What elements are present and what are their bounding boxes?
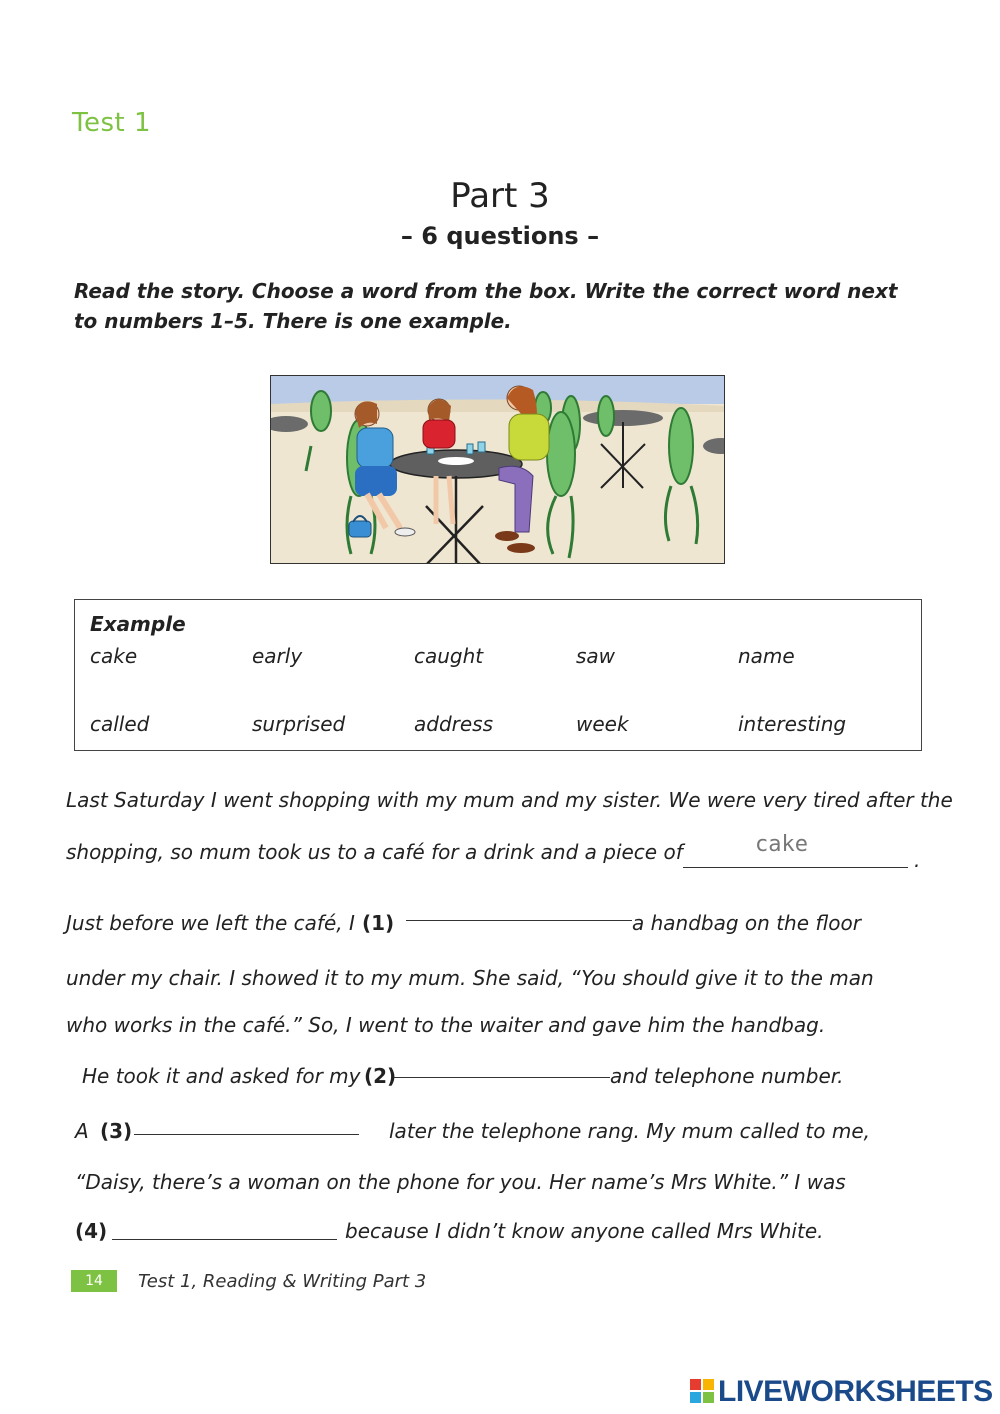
story-line-6-start: He took it and asked for my xyxy=(82,1064,361,1088)
word-option: early xyxy=(252,644,303,668)
question-3-number: (3) xyxy=(100,1119,133,1143)
example-answer: cake xyxy=(755,832,808,857)
word-option: surprised xyxy=(252,712,346,736)
liveworksheets-logo xyxy=(690,1375,993,1409)
word-option: caught xyxy=(414,644,484,668)
word-option: cake xyxy=(90,644,138,668)
instructions-line-2: to numbers 1–5. There is one example. xyxy=(74,309,512,333)
story-line-9-end: because I didn’t know anyone called Mrs White. xyxy=(345,1219,824,1243)
word-option: name xyxy=(738,644,795,668)
story-line-5: who works in the café.” So, I went to the waiter and gave him the handbag. xyxy=(66,1013,826,1037)
word-option: called xyxy=(90,712,150,736)
question-4-number: (4) xyxy=(75,1219,108,1243)
instructions xyxy=(74,276,924,336)
story-line-7-end: later the telephone rang. My mum called to me, xyxy=(389,1119,870,1143)
story-line-2-end: . xyxy=(914,848,921,872)
answer-4-input[interactable] xyxy=(112,1239,337,1240)
story-line-1: Last Saturday I went shopping with my mum and my sister. We were very tired after the xyxy=(66,788,953,812)
story-line-4: under my chair. I showed it to my mum. She said, “You should give it to the man xyxy=(66,966,874,990)
cafe-scene-illustration xyxy=(270,375,725,564)
part-title: Part 3 xyxy=(450,176,550,216)
liveworksheets-logo-text: LIVEWORKSHEETS xyxy=(718,1375,993,1408)
example-answer-line xyxy=(683,867,908,868)
answer-2-input[interactable] xyxy=(394,1077,610,1078)
question-1-number: (1) xyxy=(362,911,395,935)
word-option: saw xyxy=(576,644,616,668)
story-line-8: “Daisy, there’s a woman on the phone for you. Her name’s Mrs White.” I was xyxy=(75,1170,846,1194)
story-line-7-start: A xyxy=(75,1119,89,1143)
answer-1-input[interactable] xyxy=(406,920,632,921)
word-box xyxy=(74,599,922,751)
answer-3-input[interactable] xyxy=(134,1134,359,1135)
word-option: interesting xyxy=(738,712,847,736)
liveworksheets-logo-icon xyxy=(690,1379,716,1405)
cafe-scene-svg xyxy=(271,376,725,564)
word-option: address xyxy=(414,712,494,736)
word-box-example-label: Example xyxy=(90,612,186,636)
word-option: week xyxy=(576,712,629,736)
story-line-2: shopping, so mum took us to a café for a drink and a piece of xyxy=(66,840,683,864)
footer-caption: Test 1, Reading & Writing Part 3 xyxy=(138,1271,427,1292)
instructions-line-1: Read the story. Choose a word from the box. Write the correct word next xyxy=(74,279,898,303)
page-number-badge: 14 xyxy=(71,1270,117,1292)
story-line-3-start: Just before we left the café, I xyxy=(66,911,355,935)
part-subtitle: – 6 questions – xyxy=(400,222,600,250)
story-line-6-end: and telephone number. xyxy=(610,1064,844,1088)
question-2-number: (2) xyxy=(364,1064,397,1088)
story-line-3-end: a handbag on the floor xyxy=(632,911,861,935)
test-label: Test 1 xyxy=(72,108,152,138)
